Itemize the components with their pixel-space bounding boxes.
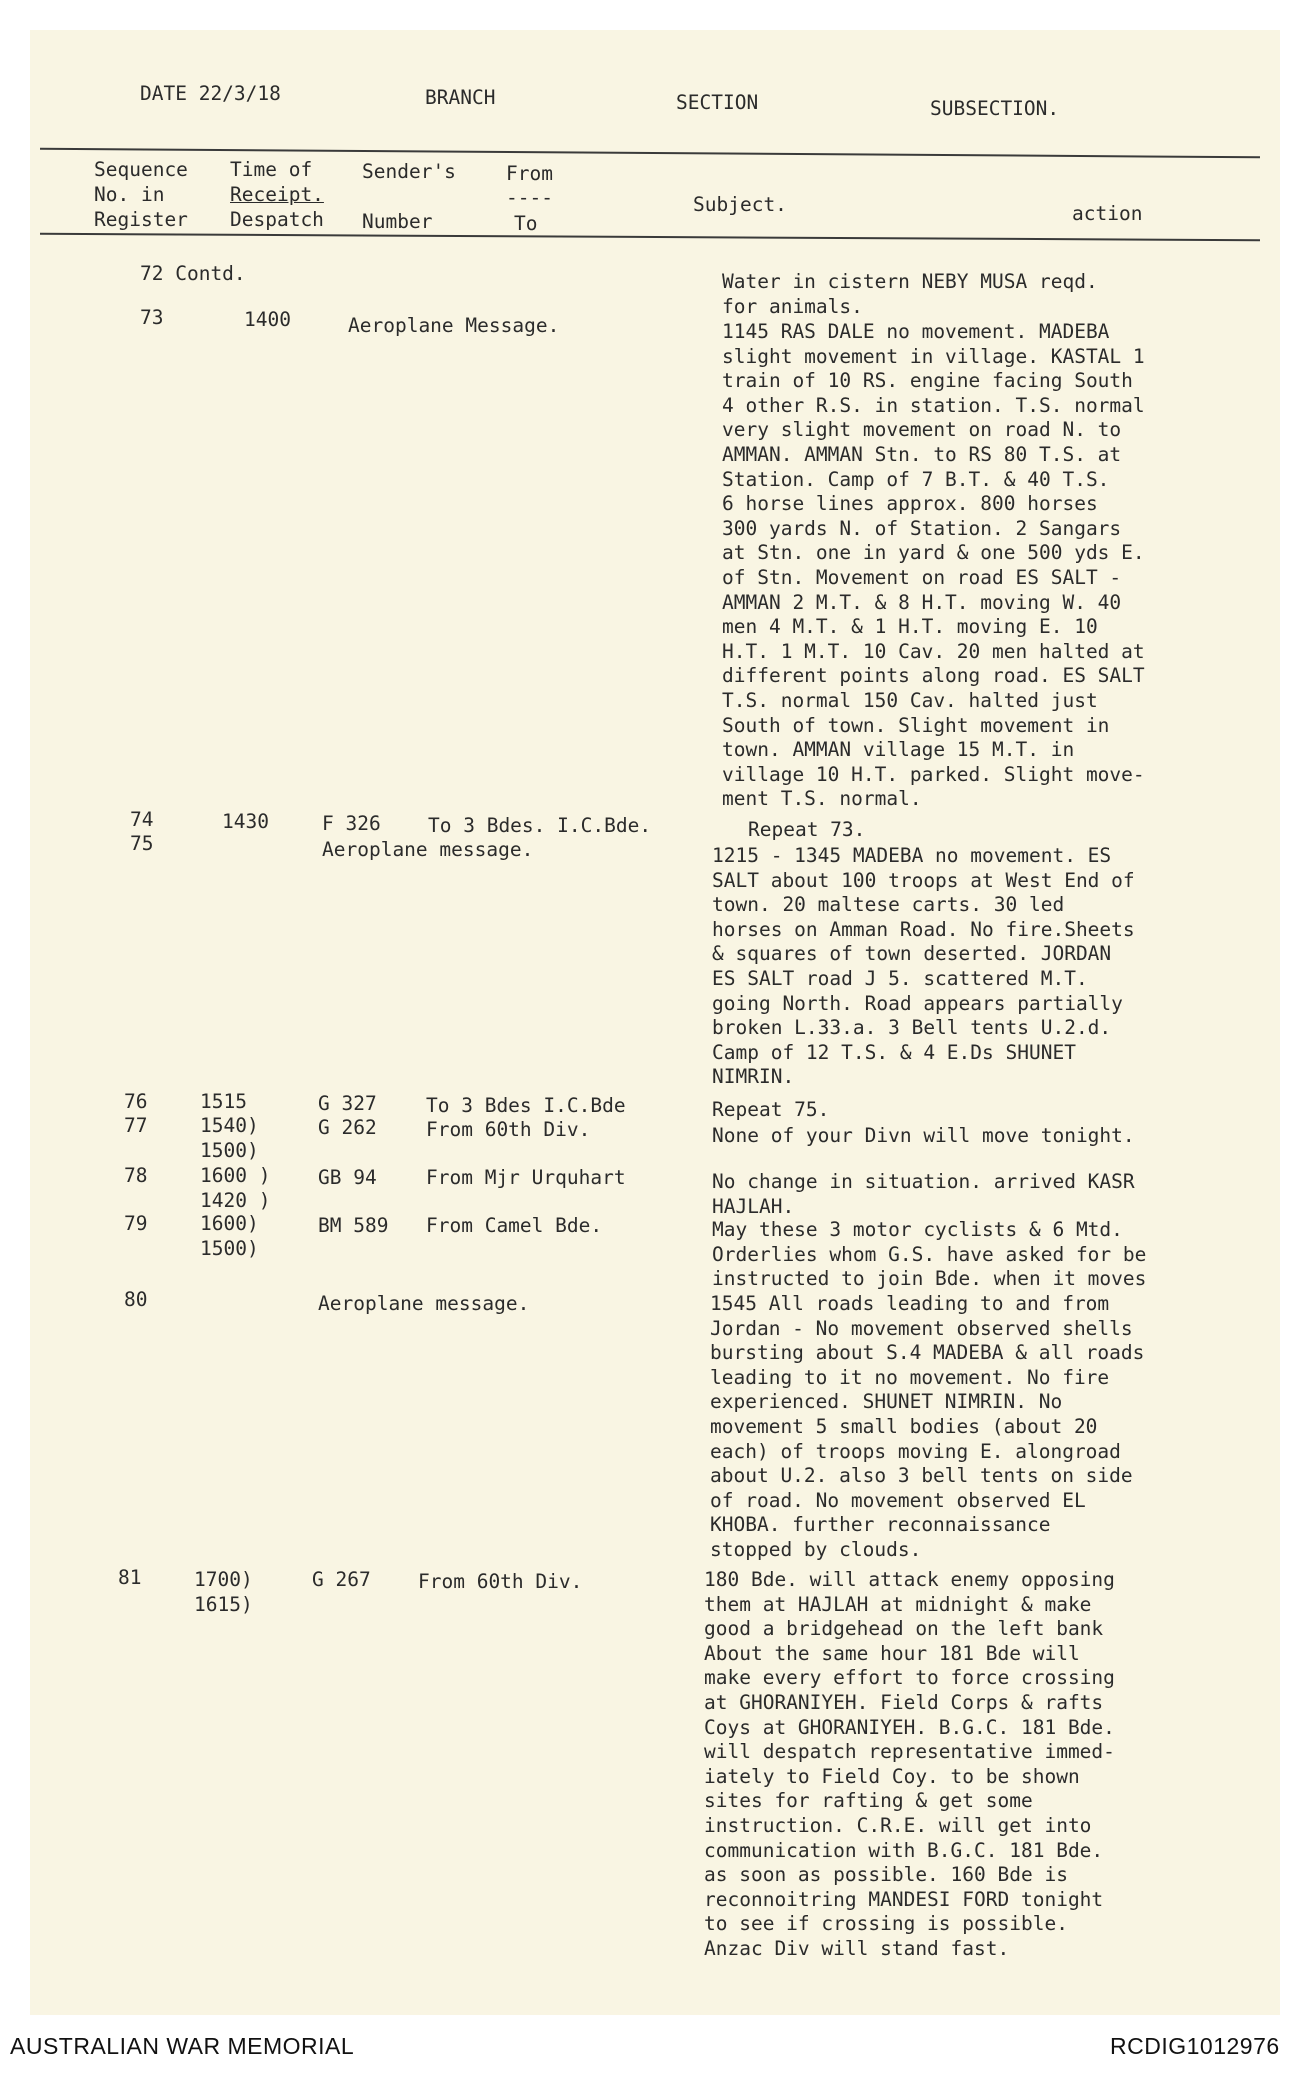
- entry-77-text: None of your Divn will move tonight.: [712, 1124, 1135, 1147]
- col-from: From: [506, 162, 553, 185]
- entry-75-no: 75: [130, 832, 154, 855]
- entry-76-fromto: To 3 Bdes I.C.Bde: [426, 1094, 626, 1117]
- entry-81-fromto: From 60th Div.: [418, 1570, 583, 1593]
- col-to: To: [514, 212, 538, 235]
- entry-78-text: No change in situation. arrived KASR HAJLAH.: [712, 1170, 1135, 1218]
- entry-76-time: 1515: [200, 1090, 247, 1113]
- entry-74-text: Repeat 73.: [748, 818, 866, 841]
- branch-label: BRANCH: [425, 86, 496, 109]
- col-sender-2: Number: [362, 210, 433, 233]
- entry-74-fromto: To 3 Bdes. I.C.Bde.: [428, 814, 652, 837]
- entry-74-sender: F 326: [322, 812, 381, 835]
- date-label: DATE 22/3/18: [140, 82, 281, 105]
- entry-78-time: 1600 ) 1420 ): [200, 1164, 271, 1212]
- entry-77-no: 77: [124, 1114, 148, 1137]
- entry-73-no: 73: [140, 306, 164, 329]
- entry-73-time: 1400: [244, 308, 291, 331]
- col-dash: ----: [506, 186, 553, 209]
- entry-81-time: 1700) 1615): [194, 1568, 253, 1616]
- entry-76-no: 76: [124, 1090, 148, 1113]
- entry-74-time: 1430: [222, 810, 269, 833]
- col-subject: Subject.: [693, 193, 787, 216]
- subsection-label: SUBSECTION.: [930, 97, 1060, 120]
- col-time-3: Despatch: [230, 208, 324, 231]
- entry-77-time: 1540) 1500): [200, 1114, 259, 1162]
- entry-77-fromto: From 60th Div.: [426, 1118, 591, 1141]
- col-sequence-1: Sequence: [94, 158, 188, 181]
- entry-74-no: 74: [130, 808, 154, 831]
- entry-79-fromto: From Camel Bde.: [426, 1214, 603, 1237]
- entry-79-text: May these 3 motor cyclists & 6 Mtd. Orderlies whom G.S. have asked for be instructed to join Bde. when it moves: [712, 1218, 1147, 1291]
- entry-72-text: Water in cistern NEBY MUSA reqd. for animals.: [722, 270, 1098, 318]
- entry-75-text: 1215 - 1345 MADEBA no movement. ES SALT about 100 troops at West End of town. 20 maltese carts. 30 led horses on Amman Road. No fire.Sheets & squares of town deserted. JORDAN ES SALT road J 5. scattered M.T. going North. Road appears partially broken L.33.a. 3 Bell tents U.2.d. Camp of 12 T.S. & 4 E.Ds SHUNET NIMRIN.: [712, 844, 1135, 1089]
- entry-79-no: 79: [124, 1212, 148, 1235]
- entry-80-text: 1545 All roads leading to and from Jordan - No movement observed shells bursting about S.4 MADEBA & all roads leading to it no movement. No fire experienced. SHUNET NIMRIN. No movement 5 small bodies (about 20 each) of troops moving E. alongroad about U.2. also 3 bell tents on side of road. No movement observed EL KHOBA. further reconnaissance stopped by clouds.: [710, 1292, 1145, 1561]
- entry-80-no: 80: [124, 1288, 148, 1311]
- entry-77-sender: G 262: [318, 1116, 377, 1139]
- footer-archive-name: AUSTRALIAN WAR MEMORIAL: [10, 2033, 355, 2059]
- entry-81-text: 180 Bde. will attack enemy opposing them at HAJLAH at midnight & make good a bridgehead on the left bank About the same hour 181 Bde will make every effort to force crossing at GHORANIYEH. Field Corps & rafts Coys at GHORANIYEH. B.G.C. 181 Bde. will despatch representative immed- iately to Field Coy. to be shown sites for rafting & get some instruction. C.R.E. will get into communication with B.G.C. 181 Bde. as soon as possible. 160 Bde is reconnoitring MANDESI FORD tonight to see if crossing is possible. Anzac Div will stand fast.: [704, 1568, 1115, 1960]
- entry-79-time: 1600) 1500): [200, 1212, 259, 1260]
- entry-80-sender: Aeroplane message.: [318, 1292, 530, 1315]
- entry-78-sender: GB 94: [318, 1166, 377, 1189]
- entry-73-sender: Aeroplane Message.: [348, 314, 560, 337]
- entry-81-sender: G 267: [312, 1568, 371, 1591]
- col-sender-1: Sender's: [362, 160, 456, 183]
- col-action: action: [1072, 202, 1143, 225]
- entry-76-text: Repeat 75.: [712, 1098, 830, 1121]
- entry-78-fromto: From Mjr Urquhart: [426, 1166, 626, 1189]
- entry-78-no: 78: [124, 1164, 148, 1187]
- footer-record-id: RCDIG1012976: [1110, 2033, 1280, 2059]
- col-sequence-3: Register: [94, 208, 188, 231]
- entry-72-no: 72 Contd.: [140, 262, 246, 285]
- entry-81-no: 81: [118, 1566, 142, 1589]
- section-label: SECTION: [676, 91, 759, 114]
- entry-73-text: 1145 RAS DALE no movement. MADEBA slight movement in village. KASTAL 1 train of 10 RS. engine facing South 4 other R.S. in station. T.S. normal very slight movement on road N. to AMMAN. AMMAN Stn. to RS 80 T.S. at Station. Camp of 7 B.T. & 40 T.S. 6 horse lines approx. 800 horses 300 yards N. of Station. 2 Sangars at Stn. one in yard & one 500 yds E. of Stn. Movement on road ES SALT - AMMAN 2 M.T. & 8 H.T. moving W. 40 men 4 M.T. & 1 H.T. moving E. 10 H.T. 1 M.T. 10 Cav. 20 men halted at different points along road. ES SALT T.S. normal 150 Cav. halted just South of town. Slight movement in town. AMMAN village 15 M.T. in village 10 H.T. parked. Slight move- ment T.S. normal.: [722, 320, 1145, 811]
- col-time-2: Receipt.: [230, 183, 324, 206]
- col-sequence-2: No. in: [94, 183, 165, 206]
- entry-79-sender: BM 589: [318, 1214, 389, 1237]
- entry-76-sender: G 327: [318, 1092, 377, 1115]
- col-time-1: Time of: [230, 158, 313, 181]
- entry-75-sender: Aeroplane message.: [322, 838, 534, 861]
